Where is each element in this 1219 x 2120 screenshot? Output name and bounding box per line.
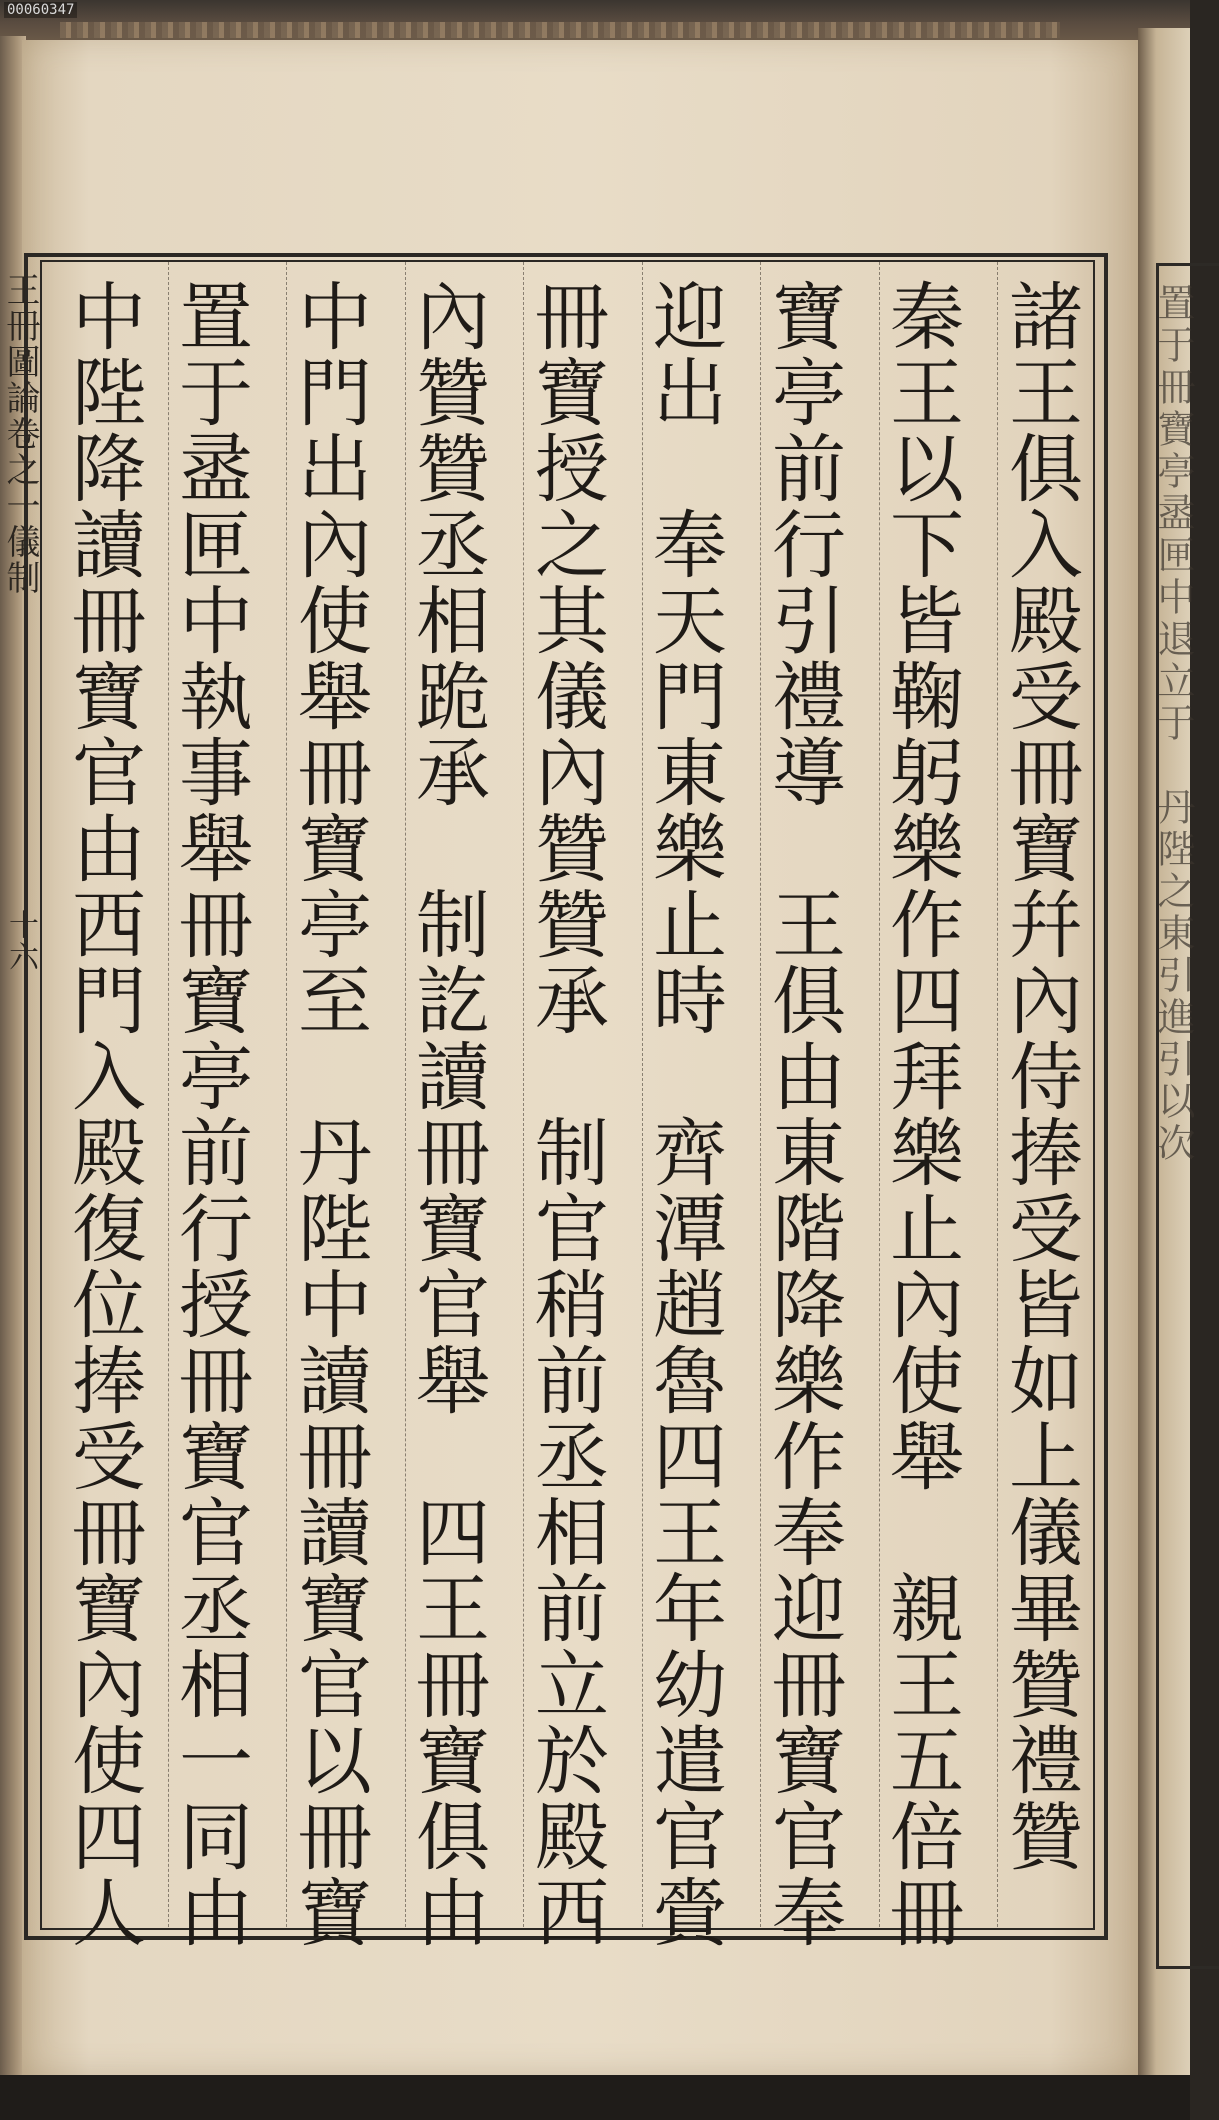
text-column-2: 秦王以下皆鞠躬樂作四拜樂止內使舉 親王五倍冊	[878, 278, 964, 1950]
text-column-6: 內贊贊丞相跪承 制訖讀冊寶官舉 四王冊寶俱由	[404, 278, 490, 1950]
text-column-3: 寶亭前行引禮導 王俱由東階降樂作奉迎冊寶官奉	[760, 278, 846, 1950]
folio-number: 十六	[3, 908, 38, 973]
marbled-edge	[60, 22, 1060, 38]
margin-title-column	[0, 272, 40, 1902]
text-column-5: 冊寶授之其儀內贊贊承 制官稍前丞相前立於殿西	[523, 278, 609, 1950]
text-column-1: 諸王俱入殿受冊寶幷內侍捧受皆如上儀畢贊禮贊	[997, 278, 1083, 1874]
bottom-shadow	[0, 2075, 1190, 2120]
next-page-edge	[1138, 28, 1195, 2098]
scan-id-label: 00060347	[4, 2, 77, 18]
margin-title: 王冊圖論卷之一儀制	[0, 272, 40, 596]
next-page-text: 置于冊寶亭盝匣中退立于 丹陛之東引進引以次	[1151, 283, 1195, 1165]
book-top-edge	[0, 0, 1190, 42]
text-column-8: 置于盝匣中執事舉冊寶亭前行授冊寶官丞相一同由	[167, 278, 253, 1950]
text-column-7: 中門出內使舉冊寶亭至 丹陛中讀冊讀寶官以冊寶	[286, 278, 372, 1950]
text-column-9: 中陛降讀冊寶官由西門入殿復位捧受冊寶內使四人	[60, 278, 146, 1950]
text-column-4: 迎出 奉天門東樂止時 齊潭趙魯四王年幼遣官賫	[641, 278, 727, 1950]
